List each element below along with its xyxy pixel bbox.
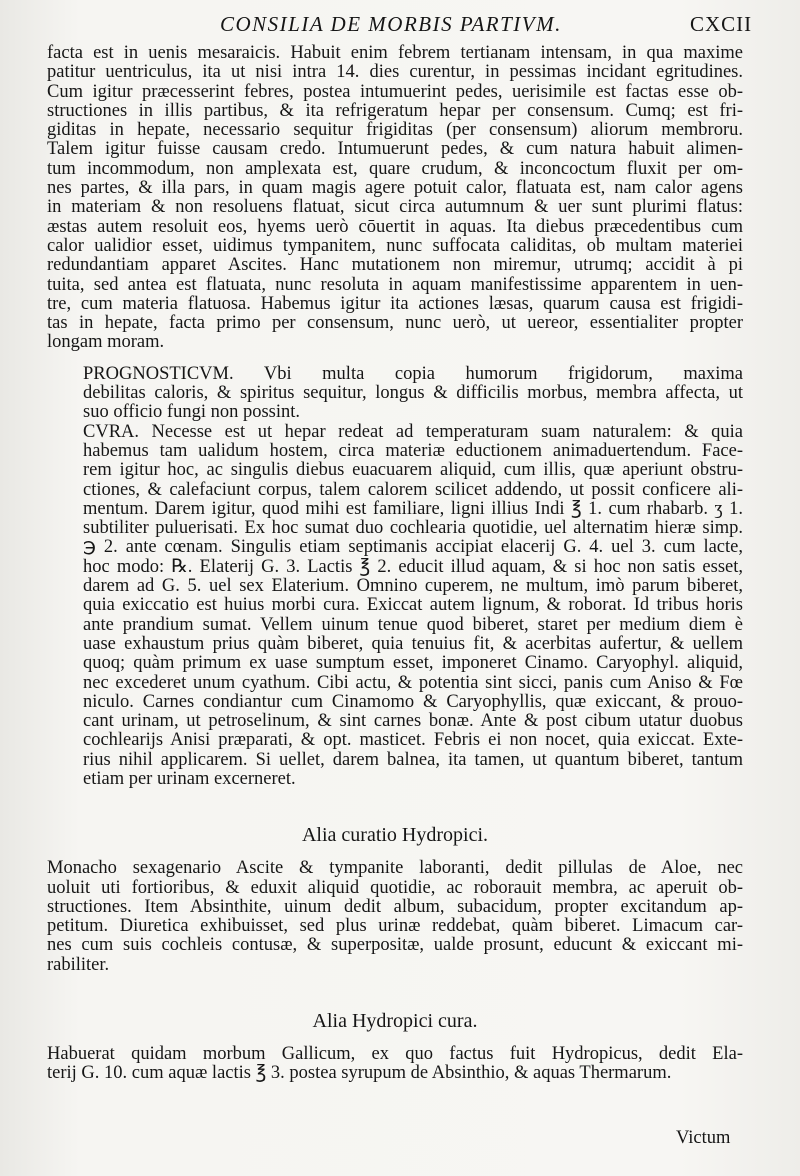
text-line: quia exiccatio est huius morbi cura. Exiccat autem lignum, & roborat. Id tribus horis — [83, 596, 743, 616]
text-line: terij G. 10. cum aquæ lactis ℥ 3. postea syrupum de Absinthio, & aquas Thermarum. — [47, 1064, 672, 1084]
text-line: rabiliter. — [47, 955, 110, 975]
catchword: Victum — [676, 1128, 731, 1148]
section-heading: Alia Hydropici cura. — [312, 1010, 478, 1033]
paragraph — [47, 365, 743, 423]
text-line: ℈ 2. ante cœnam. Singulis etiam septimanis accipiat elacerij G. 4. uel 3. cum lacte, — [83, 538, 743, 558]
text-line: PROGNOSTICVM. Vbi multa copia humorum frigidorum, maxima — [83, 364, 743, 384]
text-line: tuita, sed antea est flatuata, nunc resoluta in aquam manifestissime apparentem in uen- — [47, 275, 743, 295]
text-line: facta est in uenis mesaraicis. Habuit enim febrem tertianam intensam, in qua maxime — [47, 44, 743, 63]
text-line: nec excederet unum cyathum. Cibi actu, & potentia sint sicci, panis cum Aniso & Fœ — [83, 673, 743, 693]
text-line: tre, cum materia flatuosa. Habemus igitur ita actiones læsas, quarum causa est frigidi- — [47, 294, 743, 314]
text-line: uase exhaustum prius quàm biberet, quia tenuius fit, & acerbitas aufertur, & uellem — [83, 634, 743, 654]
text-line: CVRA. Necesse est ut hepar redeat ad temperaturam suam naturalem: & quia — [83, 422, 743, 442]
text-line: debilitas caloris, & spiritus sequitur, longus & difficilis morbus, membra affecta, ut — [83, 384, 743, 404]
text-line: cant urinam, ut petroselinum, & sint carnes bonæ. Ante & post cibum utatur duobus — [83, 712, 743, 732]
text-line: darem ad G. 5. uel sex Elaterium. Omnino cuperem, ne multum, imò parum biberet, — [83, 577, 743, 597]
text-line: habemus tam ualidum hostem, circa materiæ eductionem animaduertendum. Face- — [83, 441, 743, 461]
text-line: Cum igitur præcesserint febres, postea intumuerint pedes, uerisimile est factas esse ob- — [47, 82, 743, 102]
text-line: subtiliter puluerisati. Ex hoc sumat duo cochlearia quotidie, uel alternatim hieræ simp. — [83, 519, 743, 539]
text-line: longam moram. — [47, 333, 165, 353]
text-block — [47, 44, 743, 1084]
paragraph — [47, 44, 743, 353]
paragraph — [47, 859, 743, 975]
text-line: structiones in illis partibus, & ita refrigeratum hepar per consensum. Cumq; est fri- — [47, 101, 743, 121]
text-line: patitur uentriculus, ita ut nisi intra 14. dies curentur, in pessimas incidant egritudines. — [47, 63, 743, 83]
text-line: structiones. Item Absinthite, uinum dedit album, subacidum, propter excitandum ap- — [47, 897, 743, 917]
text-line: rius nihil applicarem. Si uellet, darem balnea, ita tamen, ut quantum biberet, tantum — [83, 750, 743, 770]
text-line: nes cum suis cochleis contusæ, & superpositæ, ualde prosunt, educunt & exiccant mi- — [47, 936, 743, 956]
page-header — [0, 12, 800, 44]
text-line: Talem igitur fuisse causam credo. Intumuerunt pedes, & cum natura habuit alimen- — [47, 140, 743, 160]
text-line: ante prandium sumat. Vellem uinum tenue quod biberet, staret per medium diem è — [83, 615, 743, 635]
text-line: suo officio fungi non possint. — [83, 403, 301, 423]
section-heading: Alia curatio Hydropici. — [301, 824, 489, 847]
paragraph — [47, 1045, 743, 1084]
folio-number: CXCII — [690, 12, 753, 36]
text-line: etiam per urinam excerneret. — [83, 769, 296, 789]
text-line: redundantiam apparet Ascites. Hanc mutationem non miremur, utrumq; accidit à pi — [47, 256, 743, 276]
paragraph — [47, 423, 743, 790]
text-line: niculo. Carnes condiantur cum Cinamomo & Caryophyllis, quæ exiccant, & prouo- — [83, 692, 743, 712]
text-line: hoc modo: ℞. Elaterij G. 3. Lactis ℥ 2. educit illud aquam, & si hoc non satis esset, — [83, 557, 743, 577]
text-line: quoq; quàm primum ex uase sumptum esset, imponeret Cinamo. Caryophyl. aliquid, — [83, 654, 743, 674]
text-line: petitum. Diuretica exhibuisset, sed plus urinæ reddebat, quàm biberet. Limacum car- — [47, 917, 743, 937]
text-line: Monacho sexagenario Ascite & tympanite laboranti, dedit pillulas de Aloe, nec — [47, 859, 743, 879]
text-line: uoluit uti fortioribus, & eduxit aliquid quotidie, ac roborauit membra, ac aperuit ob- — [47, 878, 743, 898]
text-line: giditas in hepate, necessario sequitur frigiditas (per consensum) aliorum membroru. — [47, 121, 743, 141]
text-line: nes partes, & illa pars, in quam magis agere potuit calor, flatuata est, nam calor agens — [47, 179, 743, 199]
text-line: ctiones, & calefaciunt corpus, talem calorem scilicet addendo, ut possit conficere ali- — [83, 480, 743, 500]
text-line: cochlearijs Anisi præparati, & opt. masticet. Febris ei non nocet, quia exiccat. Exte- — [83, 731, 743, 751]
running-head: CONSILIA DE MORBIS PARTIVM. — [220, 12, 562, 36]
text-line: calor ualidior esset, uidimus tympanitem, nunc suffocata caliditas, ob multam materiei — [47, 236, 743, 256]
text-line: in materiam & non resoluens flatuat, sicut circa autumnum & uer sunt plurimi flatus: — [47, 198, 743, 218]
text-line: tum incommodum, non amplexata est, quare crudum, & inconcoctum fluxit per om- — [47, 159, 743, 179]
text-line: rem igitur hoc, ac singulis diebus euacuarem aliquid, cum illis, quæ aperiunt obstru- — [83, 461, 743, 481]
text-line: Habuerat quidam morbum Gallicum, ex quo factus fuit Hydropicus, dedit Ela- — [47, 1045, 743, 1065]
text-line: æstas autem resoluit eos, hyems uerò cōuertit in aquas. Ita diebus præcedentibus cum — [47, 217, 743, 237]
text-line: mentum. Darem igitur, quod mihi est familiare, ligni illius Indi ℥ 1. cum rhabarb. ʒ 1. — [83, 499, 743, 519]
text-line: tas in hepate, facta primo per consensum, nunc uerò, ut uereor, essentialiter propter — [47, 314, 743, 334]
